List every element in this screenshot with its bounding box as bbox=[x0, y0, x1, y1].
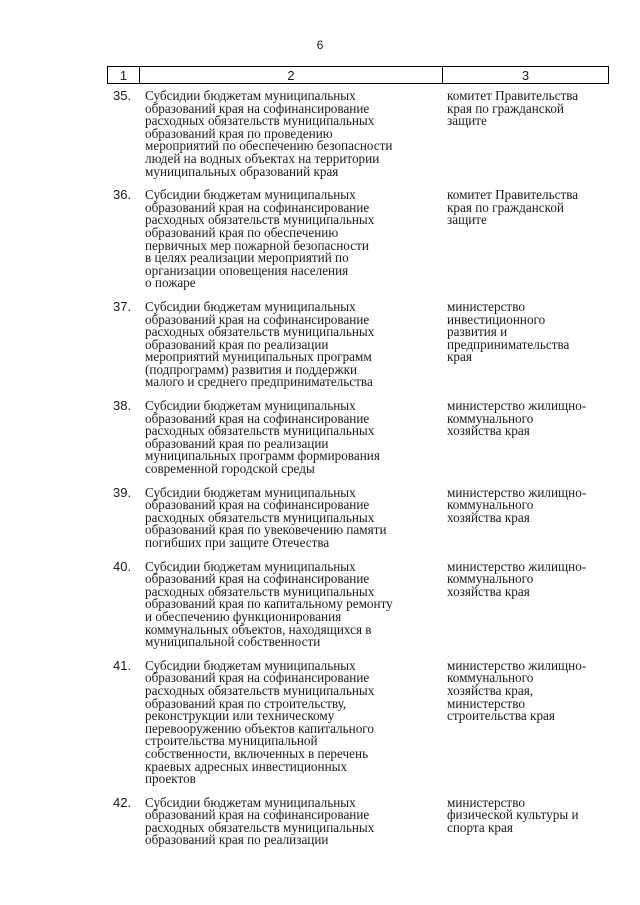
agency-line: хозяйства края, bbox=[447, 682, 534, 698]
row-agency bbox=[447, 558, 607, 649]
agency-line: края по гражданской bbox=[447, 100, 564, 116]
agency-line: коммунального bbox=[447, 410, 534, 426]
table-header bbox=[107, 66, 609, 84]
page-number: 6 bbox=[316, 38, 324, 52]
description-line: перевооружению объектов капитального bbox=[145, 720, 374, 736]
description-line: реконструкции или техническому bbox=[145, 708, 335, 724]
row-agency bbox=[447, 90, 607, 178]
table-row bbox=[107, 794, 609, 848]
agency-line: физической культуры и bbox=[447, 807, 579, 823]
row-description bbox=[145, 558, 447, 650]
row-agency bbox=[447, 400, 607, 476]
description-line: Субсидии бюджетам муниципальных bbox=[145, 298, 356, 314]
description-line: образований края на софинансирование bbox=[145, 807, 370, 823]
agency-line: хозяйства края bbox=[447, 583, 530, 599]
description-line: образований края по реализации bbox=[145, 832, 329, 848]
table-body bbox=[107, 90, 609, 858]
description-line: строительства муниципальной bbox=[145, 733, 318, 749]
description-line: образований края по увековечению памяти bbox=[145, 522, 387, 538]
row-number: 36. bbox=[113, 187, 132, 203]
agency-line: коммунального bbox=[447, 571, 534, 587]
description-line: собственности, включенных в перечень bbox=[145, 745, 369, 761]
description-line: образований края на софинансирование bbox=[145, 670, 370, 686]
description-line: расходных обязательств муниципальных bbox=[145, 212, 375, 228]
agency-line: хозяйства края bbox=[447, 509, 530, 525]
row-description bbox=[145, 189, 447, 290]
agency-line: защите bbox=[447, 212, 487, 228]
row-description bbox=[145, 298, 447, 390]
description-line: людей на водных объектах на территории bbox=[145, 150, 380, 166]
agency-line: спорта края bbox=[447, 819, 513, 835]
header-col-2: 2 bbox=[140, 67, 443, 83]
description-line: образований края по обеспечению bbox=[145, 224, 339, 240]
description-line: Субсидии бюджетам муниципальных bbox=[145, 398, 356, 414]
description-line: Субсидии бюджетам муниципальных bbox=[145, 187, 356, 203]
description-line: расходных обязательств муниципальных bbox=[145, 113, 375, 129]
description-line: в целях реализации мероприятий по bbox=[145, 250, 349, 266]
row-description bbox=[145, 400, 447, 476]
description-line: (подпрограмм) развития и поддержки bbox=[145, 361, 358, 377]
agency-line: инвестиционного bbox=[447, 311, 546, 327]
description-line: Субсидии бюджетам муниципальных bbox=[145, 88, 356, 103]
row-number: 40. bbox=[113, 558, 132, 574]
description-line: расходных обязательств муниципальных bbox=[145, 324, 375, 340]
description-line: погибших при защите Отечества bbox=[145, 535, 330, 550]
agency-line: министерство bbox=[447, 695, 525, 711]
description-line: краевых адресных инвестиционных bbox=[145, 758, 348, 774]
row-description bbox=[145, 90, 447, 178]
agency-line: министерство bbox=[447, 298, 525, 314]
description-line: первичных мер пожарной безопасности bbox=[145, 237, 369, 253]
description-line: современной городской среды bbox=[145, 461, 315, 477]
row-description bbox=[145, 484, 447, 550]
agency-line: коммунального bbox=[447, 670, 534, 686]
description-line: коммунальных объектов, находящихся в bbox=[145, 621, 372, 637]
agency-line: комитет Правительства bbox=[447, 187, 579, 203]
description-line: Субсидии бюджетам муниципальных bbox=[145, 558, 356, 574]
row-number: 42. bbox=[113, 794, 132, 810]
row-agency bbox=[447, 484, 607, 550]
description-line: образований края по капитальному ремонту bbox=[145, 596, 393, 612]
row-number: 41. bbox=[113, 657, 132, 673]
table-row bbox=[107, 484, 609, 550]
row-agency bbox=[447, 657, 607, 786]
description-line: расходных обязательств муниципальных bbox=[145, 819, 375, 835]
row-number: 37. bbox=[113, 298, 132, 314]
description-line: образований края на софинансирование bbox=[145, 497, 370, 513]
description-line: муниципальных образований края bbox=[145, 163, 339, 179]
description-line: образований края на софинансирование bbox=[145, 199, 370, 215]
row-agency bbox=[447, 298, 607, 389]
header-col-1: 1 bbox=[108, 67, 140, 83]
row-number: 35. bbox=[113, 88, 132, 103]
description-line: расходных обязательств муниципальных bbox=[145, 423, 375, 439]
row-number: 38. bbox=[113, 398, 132, 414]
agency-line: министерство жилищно- bbox=[447, 558, 587, 574]
description-line: организации оповещения населения bbox=[145, 262, 349, 278]
agency-line: министерство жилищно- bbox=[447, 657, 587, 673]
description-line: образований края по проведению bbox=[145, 125, 333, 141]
agency-line: края bbox=[447, 349, 472, 365]
description-line: образований края на софинансирование bbox=[145, 571, 370, 587]
agency-line: защите bbox=[447, 113, 487, 129]
description-line: Субсидии бюджетам муниципальных bbox=[145, 794, 356, 810]
agency-line: хозяйства края bbox=[447, 423, 530, 439]
table-row bbox=[107, 90, 609, 178]
description-line: расходных обязательств муниципальных bbox=[145, 509, 375, 525]
description-line: образований края на софинансирование bbox=[145, 410, 370, 426]
row-description bbox=[145, 794, 447, 848]
row-number: 39. bbox=[113, 484, 132, 500]
agency-line: края по гражданской bbox=[447, 199, 564, 215]
row-agency bbox=[447, 794, 607, 847]
description-line: муниципальной собственности bbox=[145, 634, 321, 650]
agency-line: министерство bbox=[447, 794, 525, 810]
description-line: образований края на софинансирование bbox=[145, 100, 370, 116]
description-line: Субсидии бюджетам муниципальных bbox=[145, 657, 356, 673]
description-line: образований края по реализации bbox=[145, 435, 329, 451]
row-description bbox=[145, 657, 447, 787]
description-line: муниципальных программ формирования bbox=[145, 448, 380, 464]
table-row bbox=[107, 400, 609, 476]
description-line: образований края по строительству, bbox=[145, 695, 347, 711]
agency-line: комитет Правительства bbox=[447, 88, 579, 103]
description-line: и обеспечению функционирования bbox=[145, 608, 342, 624]
description-line: малого и среднего предпринимательства bbox=[145, 374, 373, 390]
table-row bbox=[107, 657, 609, 787]
description-line: о пожаре bbox=[145, 275, 196, 291]
agency-line: министерство жилищно- bbox=[447, 398, 587, 414]
description-line: расходных обязательств муниципальных bbox=[145, 682, 375, 698]
agency-line: коммунального bbox=[447, 497, 534, 513]
table-row bbox=[107, 298, 609, 390]
description-line: образований края по реализации bbox=[145, 336, 329, 352]
header-col-3: 3 bbox=[521, 67, 530, 83]
agency-line: министерство жилищно- bbox=[447, 484, 587, 500]
row-agency bbox=[447, 189, 607, 290]
agency-line: строительства края bbox=[447, 708, 555, 724]
description-line: мероприятий по обеспечению безопасности bbox=[145, 138, 393, 154]
table-row bbox=[107, 189, 609, 290]
description-line: проектов bbox=[145, 771, 196, 787]
description-line: расходных обязательств муниципальных bbox=[145, 583, 375, 599]
table-row bbox=[107, 558, 609, 650]
agency-line: предпринимательства bbox=[447, 336, 570, 352]
agency-line: развития и bbox=[447, 324, 508, 340]
description-line: Субсидии бюджетам муниципальных bbox=[145, 484, 356, 500]
description-line: мероприятий муниципальных программ bbox=[145, 349, 372, 365]
description-line: образований края на софинансирование bbox=[145, 311, 370, 327]
